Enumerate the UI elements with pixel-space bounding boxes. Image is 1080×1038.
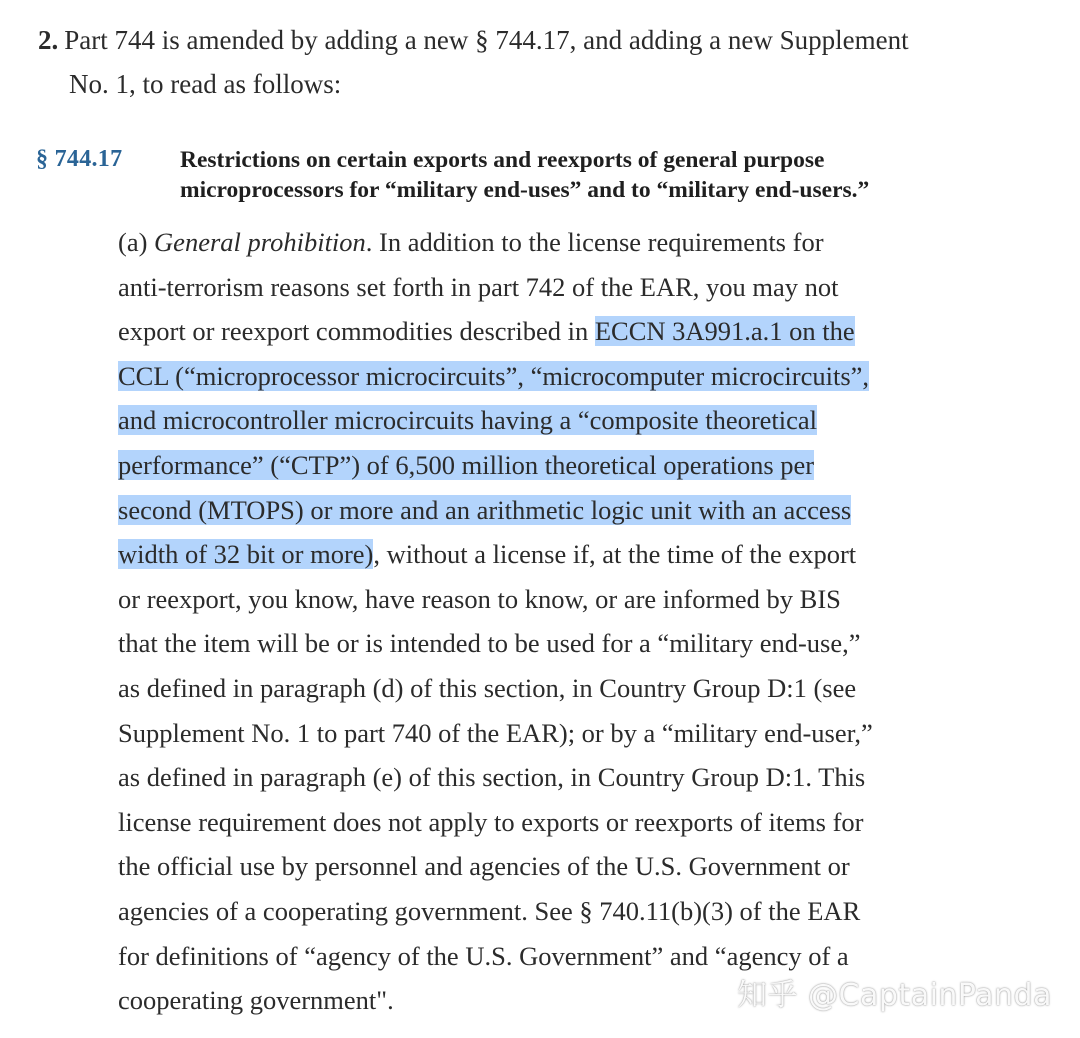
highlighted-text[interactable]: ECCN 3A991.a.1 on the (594, 316, 855, 347)
paragraph-line (118, 844, 1058, 889)
paragraph-line (118, 711, 1058, 756)
highlighted-text[interactable]: CCL (“microprocessor microcircuits”, “microcomputer microcircuits”, (118, 360, 870, 391)
paragraph-text: Supplement No. 1 to part 740 of the EAR); or by a “military end-user,” (118, 717, 873, 748)
paragraph-line (118, 621, 1058, 666)
paragraph-line (118, 443, 1058, 488)
paragraph-a (118, 220, 1058, 1023)
paragraph-text: cooperating government". (118, 985, 394, 1016)
instruction-line-1: Part 744 is amended by adding a new § 744.17, and adding a new Supplement (64, 25, 909, 55)
paragraph-heading: General prohibition (154, 227, 366, 257)
paragraph-label: (a) (118, 227, 155, 257)
paragraph-line (118, 398, 1058, 443)
paragraph-line (118, 265, 1058, 310)
paragraph-text: . In addition to the license requirements for (365, 227, 824, 257)
paragraph-line (118, 488, 1058, 533)
section-title-line-2: microprocessors for “military end-uses” and to “military end-users.” (180, 177, 870, 203)
instruction-number: 2. (38, 25, 59, 55)
section-number-link[interactable]: § 744.17 (36, 146, 123, 172)
paragraph-text: export or reexport commodities described in (118, 316, 595, 347)
paragraph-text: anti-terrorism reasons set forth in part 742 of the EAR, you may not (118, 271, 839, 302)
paragraph-text: agencies of a cooperating government. See § 740.11(b)(3) of the EAR (118, 895, 861, 926)
highlighted-text[interactable]: performance” (“CTP”) of 6,500 million theoretical operations per (118, 449, 815, 480)
paragraph-line (118, 800, 1058, 845)
instruction-line-2: No. 1, to read as follows: (69, 69, 342, 99)
paragraph-text: , without a license if, at the time of the export (373, 539, 857, 570)
paragraph-text: as defined in paragraph (d) of this section, in Country Group D:1 (see (118, 672, 857, 703)
section-title (180, 145, 1040, 205)
paragraph-line (118, 577, 1058, 622)
highlighted-text[interactable]: width of 32 bit or more) (118, 539, 374, 570)
amendment-instruction (38, 18, 1038, 106)
paragraph-text: or reexport, you know, have reason to know, or are informed by BIS (118, 583, 841, 614)
paragraph-line (118, 532, 1058, 577)
section-title-line-1: Restrictions on certain exports and reexports of general purpose (180, 147, 825, 173)
highlighted-text[interactable]: and microcontroller microcircuits having a “composite theoretical (118, 405, 818, 436)
paragraph-text: license requirement does not apply to exports or reexports of items for (118, 806, 864, 837)
paragraph-text: for definitions of “agency of the U.S. Government” and “agency of a (118, 940, 849, 971)
paragraph-text: the official use by personnel and agencies of the U.S. Government or (118, 851, 850, 882)
watermark: 知乎 @CaptainPanda (737, 978, 1052, 1013)
highlighted-text[interactable]: second (MTOPS) or more and an arithmetic logic unit with an access (118, 494, 852, 525)
paragraph-text: as defined in paragraph (e) of this section, in Country Group D:1. This (118, 762, 866, 793)
paragraph-line (118, 666, 1058, 711)
paragraph-line (118, 220, 1058, 265)
paragraph-line (118, 755, 1058, 800)
paragraph-line (118, 889, 1058, 934)
paragraph-line (118, 309, 1058, 354)
paragraph-line (118, 354, 1058, 399)
paragraph-text: that the item will be or is intended to be used for a “military end-use,” (118, 628, 861, 659)
